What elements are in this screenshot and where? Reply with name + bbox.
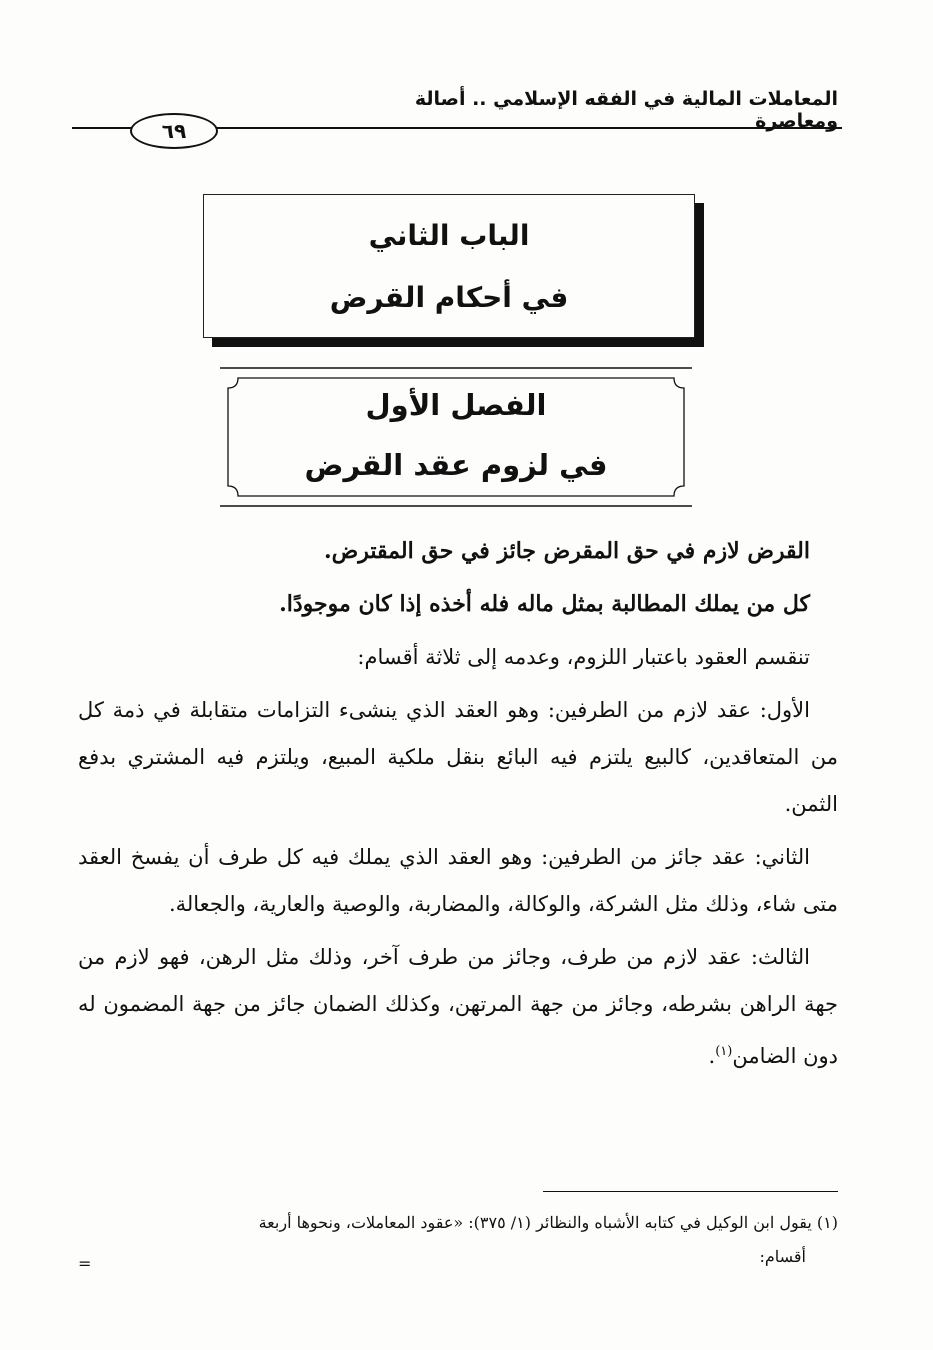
paragraph-4: الأول: عقد لازم من الطرفين: وهو العقد الذي ينشىء التزامات متقابلة في ذمة كل من المتعاقدين، كالبيع يلتزم فيه البائع بنقل ملكية المبيع، ويلتزم فيه المشتري بدفع الثمن. <box>78 698 838 816</box>
running-header: المعاملات المالية في الفقه الإسلامي .. أصالة ومعاصرة <box>414 88 838 132</box>
footnote-continuation-mark: = <box>78 1254 92 1273</box>
chapter-title: الباب الثاني <box>368 219 530 252</box>
footnote <box>78 1206 838 1274</box>
paragraph-1: القرض لازم في حق المقرض جائز في حق المقترض. <box>323 538 810 564</box>
paragraph-5: الثاني: عقد جائز من الطرفين: وهو العقد الذي يملك فيه كل طرف أن يفسخ العقد متى شاء، وذلك مثل الشركة، والوكالة، والمضاربة، والوصية والعارية، والجعالة. <box>78 845 838 916</box>
page-number: ٦٩ <box>130 113 218 149</box>
footnote-line-2: أقسام: <box>759 1247 806 1266</box>
footnote-rule <box>543 1191 838 1192</box>
paragraph-3: تنقسم العقود باعتبار اللزوم، وعدمه إلى ثلاثة أقسام: <box>357 645 810 669</box>
section-subtitle: في لزوم عقد القرض <box>304 448 608 482</box>
paragraph-6-end: . <box>708 1044 716 1068</box>
paragraph-6-text: الثالث: عقد لازم من طرف، وجائز من طرف آخر، وذلك مثل الرهن، فهو لازم من جهة الراهن بشرطه، وجائز من جهة المرتهن، وكذلك الضمان جائز من جهة المضمون له دون الضامن <box>78 945 838 1068</box>
footnote-reference: (١) <box>715 1044 733 1059</box>
paragraph-2: كل من يملك المطالبة بمثل ماله فله أخذه إذا كان موجودًا. <box>279 591 810 617</box>
paragraph-6 <box>78 934 838 1080</box>
section-title: الفصل الأول <box>365 388 547 422</box>
chapter-title-box <box>203 194 695 338</box>
ornamental-frame <box>220 364 692 510</box>
chapter-subtitle: في أحكام القرض <box>329 281 569 314</box>
body-text <box>78 528 838 1086</box>
footnote-line-1: (١) يقول ابن الوكيل في كتابه الأشباه والنظائر (١/ ٣٧٥): «عقود المعاملات، ونحوها أربعة <box>258 1213 838 1232</box>
section-title-frame <box>220 364 692 510</box>
